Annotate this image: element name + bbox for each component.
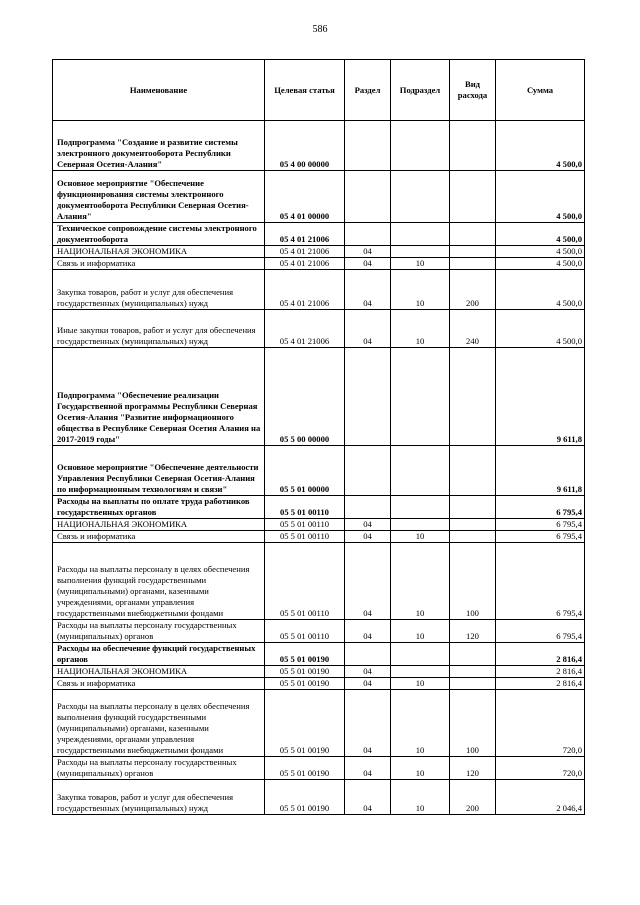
table-row xyxy=(53,171,585,223)
cell-name: Подпрограмма "Создание и развитие системы электронного документооборота Республики Северная Осетия-Алания" xyxy=(53,121,265,171)
table-row xyxy=(53,496,585,519)
cell-section: 04 xyxy=(345,666,391,678)
table-row xyxy=(53,666,585,678)
cell-amount: 6 795,4 xyxy=(496,496,585,519)
cell-amount: 4 500,0 xyxy=(496,121,585,171)
cell-name: Связь и информатика xyxy=(53,678,265,690)
table-row xyxy=(53,620,585,643)
header-expense-type: Вид расхода xyxy=(450,60,496,121)
cell-amount: 4 500,0 xyxy=(496,258,585,270)
cell-expense-type xyxy=(450,171,496,223)
cell-expense-type xyxy=(450,348,496,446)
header-subsection: Подраздел xyxy=(391,60,450,121)
cell-amount: 4 500,0 xyxy=(496,171,585,223)
cell-target: 05 4 01 21006 xyxy=(265,270,345,310)
cell-name: Расходы на выплаты по оплате труда работников государственных органов xyxy=(53,496,265,519)
cell-target: 05 5 01 00110 xyxy=(265,620,345,643)
cell-expense-type xyxy=(450,258,496,270)
table-row xyxy=(53,678,585,690)
cell-expense-type xyxy=(450,519,496,531)
cell-section: 04 xyxy=(345,531,391,543)
cell-target: 05 4 00 00000 xyxy=(265,121,345,171)
cell-target: 05 5 01 00190 xyxy=(265,780,345,815)
cell-target: 05 5 01 00110 xyxy=(265,531,345,543)
cell-expense-type: 100 xyxy=(450,543,496,620)
cell-section xyxy=(345,223,391,246)
cell-amount: 9 611,8 xyxy=(496,348,585,446)
header-amount: Сумма xyxy=(496,60,585,121)
cell-section: 04 xyxy=(345,246,391,258)
cell-name: Расходы на обеспечение функций государственных органов xyxy=(53,643,265,666)
cell-expense-type xyxy=(450,446,496,496)
cell-section: 04 xyxy=(345,620,391,643)
header-name: Наименование xyxy=(53,60,265,121)
cell-target: 05 5 01 00190 xyxy=(265,757,345,780)
cell-amount: 720,0 xyxy=(496,757,585,780)
cell-expense-type xyxy=(450,666,496,678)
header-target: Целевая статья xyxy=(265,60,345,121)
cell-expense-type: 120 xyxy=(450,757,496,780)
cell-name: Расходы на выплаты персоналу в целях обеспечения выполнения функций государственными (муниципальными) органами, казенными учреждениями, органами управления государственными внебюджетными фондами xyxy=(53,543,265,620)
cell-name: Связь и информатика xyxy=(53,531,265,543)
cell-subsection xyxy=(391,666,450,678)
cell-section xyxy=(345,446,391,496)
cell-subsection: 10 xyxy=(391,270,450,310)
cell-target: 05 5 01 00190 xyxy=(265,690,345,757)
cell-subsection xyxy=(391,171,450,223)
cell-subsection: 10 xyxy=(391,690,450,757)
cell-target: 05 4 01 21006 xyxy=(265,246,345,258)
cell-section: 04 xyxy=(345,310,391,348)
table-row xyxy=(53,690,585,757)
cell-name: Основное мероприятие "Обеспечение функционирования системы электронного документооборота Республики Северная Осетия-Алания" xyxy=(53,171,265,223)
table-row xyxy=(53,780,585,815)
cell-subsection: 10 xyxy=(391,531,450,543)
cell-subsection xyxy=(391,121,450,171)
cell-subsection: 10 xyxy=(391,757,450,780)
cell-expense-type xyxy=(450,223,496,246)
header-section: Раздел xyxy=(345,60,391,121)
cell-name: Основное мероприятие "Обеспечение деятельности Управления Республики Северная Осетия-Алания по информационным технологиям и связи" xyxy=(53,446,265,496)
cell-amount: 6 795,4 xyxy=(496,620,585,643)
cell-amount: 4 500,0 xyxy=(496,246,585,258)
cell-target: 05 4 01 21006 xyxy=(265,258,345,270)
table-row xyxy=(53,223,585,246)
cell-amount: 2 816,4 xyxy=(496,666,585,678)
cell-expense-type: 120 xyxy=(450,620,496,643)
cell-subsection xyxy=(391,348,450,446)
table-row xyxy=(53,643,585,666)
cell-amount: 6 795,4 xyxy=(496,531,585,543)
cell-section: 04 xyxy=(345,757,391,780)
cell-subsection xyxy=(391,223,450,246)
cell-target: 05 5 01 00110 xyxy=(265,519,345,531)
cell-name: НАЦИОНАЛЬНАЯ ЭКОНОМИКА xyxy=(53,246,265,258)
cell-section: 04 xyxy=(345,543,391,620)
cell-section xyxy=(345,643,391,666)
cell-section: 04 xyxy=(345,690,391,757)
cell-subsection xyxy=(391,496,450,519)
cell-name: Подпрограмма "Обеспечение реализации Государственной программы Республики Северная Осетия-Алания "Развитие информационного общества в Республике Северная Осетия Алания на 2017-2019 годы" xyxy=(53,348,265,446)
cell-amount: 6 795,4 xyxy=(496,543,585,620)
cell-section xyxy=(345,121,391,171)
cell-subsection xyxy=(391,643,450,666)
cell-section xyxy=(345,496,391,519)
table-row xyxy=(53,531,585,543)
cell-target: 05 5 01 00000 xyxy=(265,446,345,496)
cell-amount: 6 795,4 xyxy=(496,519,585,531)
cell-subsection: 10 xyxy=(391,780,450,815)
cell-expense-type: 100 xyxy=(450,690,496,757)
cell-subsection: 10 xyxy=(391,258,450,270)
cell-name: Техническое сопровождение системы электронного документооборота xyxy=(53,223,265,246)
cell-target: 05 5 00 00000 xyxy=(265,348,345,446)
table-row xyxy=(53,121,585,171)
cell-amount: 9 611,8 xyxy=(496,446,585,496)
cell-section: 04 xyxy=(345,780,391,815)
cell-expense-type xyxy=(450,121,496,171)
cell-target: 05 5 01 00190 xyxy=(265,666,345,678)
cell-name: Связь и информатика xyxy=(53,258,265,270)
table-row xyxy=(53,543,585,620)
cell-target: 05 5 01 00190 xyxy=(265,678,345,690)
cell-amount: 4 500,0 xyxy=(496,270,585,310)
cell-name: Иные закупки товаров, работ и услуг для обеспечения государственных (муниципальных) нужд xyxy=(53,310,265,348)
cell-subsection xyxy=(391,246,450,258)
cell-section: 04 xyxy=(345,678,391,690)
cell-expense-type xyxy=(450,496,496,519)
table-row xyxy=(53,270,585,310)
cell-name: Закупка товаров, работ и услуг для обеспечения государственных (муниципальных) нужд xyxy=(53,780,265,815)
cell-expense-type xyxy=(450,531,496,543)
cell-name: Расходы на выплаты персоналу государственных (муниципальных) органов xyxy=(53,757,265,780)
table-body xyxy=(53,121,585,815)
cell-subsection: 10 xyxy=(391,543,450,620)
cell-target: 05 5 01 00110 xyxy=(265,543,345,620)
cell-amount: 720,0 xyxy=(496,690,585,757)
cell-target: 05 5 01 00110 xyxy=(265,496,345,519)
cell-subsection: 10 xyxy=(391,678,450,690)
budget-table xyxy=(52,59,585,815)
cell-target: 05 4 01 21006 xyxy=(265,310,345,348)
cell-expense-type: 200 xyxy=(450,270,496,310)
table-row xyxy=(53,310,585,348)
cell-amount: 4 500,0 xyxy=(496,310,585,348)
cell-target: 05 5 01 00190 xyxy=(265,643,345,666)
cell-section: 04 xyxy=(345,270,391,310)
cell-subsection xyxy=(391,519,450,531)
cell-section xyxy=(345,171,391,223)
cell-expense-type: 240 xyxy=(450,310,496,348)
table-row xyxy=(53,757,585,780)
cell-name: Расходы на выплаты персоналу государственных (муниципальных) органов xyxy=(53,620,265,643)
table-row xyxy=(53,519,585,531)
cell-target: 05 4 01 00000 xyxy=(265,171,345,223)
table-row xyxy=(53,348,585,446)
table-row xyxy=(53,258,585,270)
cell-subsection xyxy=(391,446,450,496)
cell-subsection: 10 xyxy=(391,620,450,643)
cell-target: 05 4 01 21006 xyxy=(265,223,345,246)
cell-section xyxy=(345,348,391,446)
cell-name: НАЦИОНАЛЬНАЯ ЭКОНОМИКА xyxy=(53,666,265,678)
cell-name: Расходы на выплаты персоналу в целях обеспечения выполнения функций государственными (муниципальными) органами, казенными учреждениями, органами управления государственными внебюджетными фондами xyxy=(53,690,265,757)
table-header-row xyxy=(53,60,585,121)
table-row xyxy=(53,446,585,496)
cell-amount: 2 046,4 xyxy=(496,780,585,815)
cell-expense-type xyxy=(450,246,496,258)
cell-amount: 2 816,4 xyxy=(496,678,585,690)
cell-expense-type xyxy=(450,643,496,666)
cell-amount: 4 500,0 xyxy=(496,223,585,246)
cell-expense-type: 200 xyxy=(450,780,496,815)
cell-amount: 2 816,4 xyxy=(496,643,585,666)
cell-section: 04 xyxy=(345,258,391,270)
page-number: 586 xyxy=(312,24,328,35)
cell-expense-type xyxy=(450,678,496,690)
cell-section: 04 xyxy=(345,519,391,531)
cell-name: Закупка товаров, работ и услуг для обеспечения государственных (муниципальных) нужд xyxy=(53,270,265,310)
cell-name: НАЦИОНАЛЬНАЯ ЭКОНОМИКА xyxy=(53,519,265,531)
table-row xyxy=(53,246,585,258)
cell-subsection: 10 xyxy=(391,310,450,348)
